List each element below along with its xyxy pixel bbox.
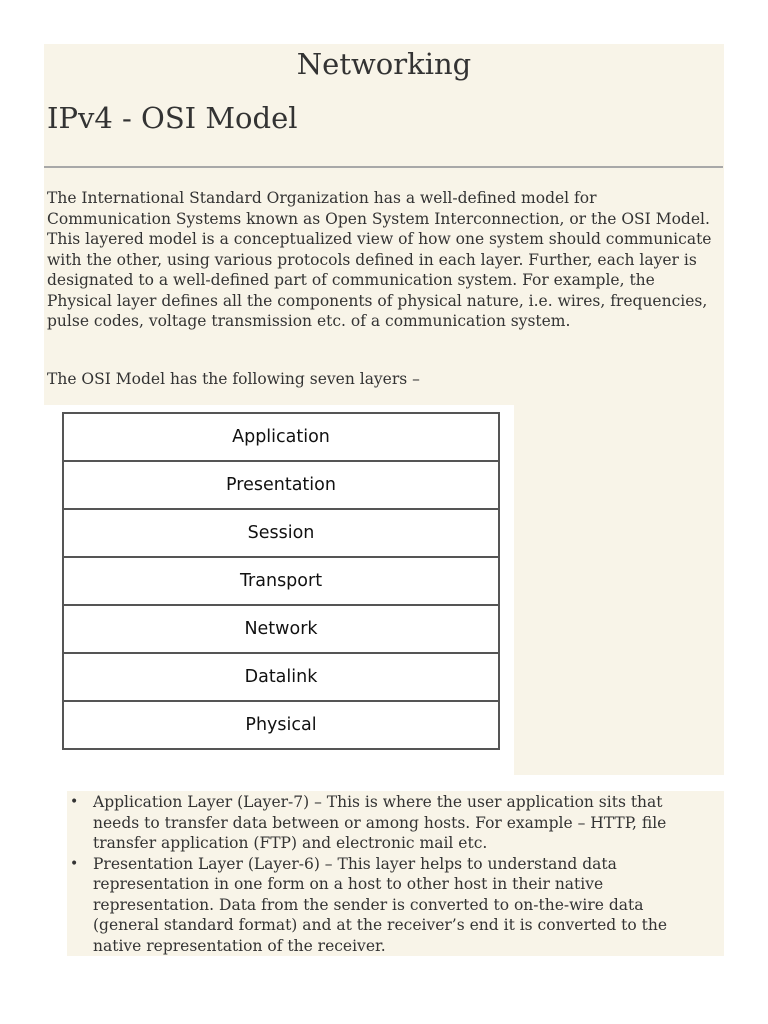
osi-layer-application: Application <box>63 413 499 461</box>
intro-paragraph: The International Standard Organization has a well-defined model for Communication Systems known as Open System Interconnection, or the OSI Model. This layered model is a conceptualized view of how one system should communicate with the other, using various protocols defined in each layer. Further, each layer is designated to a well-defined part of communication system. For example, the Physical layer defines all the components of physical nature, i.e. wires, frequencies, pulse codes, voltage transmission etc. of a communication system. <box>47 189 712 330</box>
title-divider <box>44 166 723 168</box>
osi-model-figure <box>44 405 514 775</box>
osi-layer-row <box>63 413 499 461</box>
osi-layer-table <box>62 412 500 750</box>
page-title: IPv4 - OSI Model <box>47 101 298 135</box>
osi-layer-row <box>63 653 499 701</box>
osi-layer-session: Session <box>63 509 499 557</box>
layers-lead-text: The OSI Model has the following seven layers – <box>47 370 420 388</box>
osi-layer-network: Network <box>63 605 499 653</box>
osi-layer-transport: Transport <box>63 557 499 605</box>
osi-layer-row <box>63 461 499 509</box>
layer-description-list <box>67 792 712 956</box>
osi-layer-row <box>63 701 499 749</box>
site-title: Networking <box>296 47 472 81</box>
osi-layer-row <box>63 509 499 557</box>
list-item-application-layer: • Application Layer (Layer-7) – This is where the user application sits that needs to transfer data between or among hosts. For example – HTTP, file transfer application (FTP) and electronic mail etc. <box>67 792 712 854</box>
osi-layer-row <box>63 557 499 605</box>
list-item-presentation-layer: • Presentation Layer (Layer-6) – This layer helps to understand data representation in one form on a host to other host in their native representation. Data from the sender is converted to on-the-wire data (general standard format) and at the receiver’s end it is converted to the native representation of the receiver. <box>67 854 712 957</box>
osi-layer-row <box>63 605 499 653</box>
osi-layer-datalink: Datalink <box>63 653 499 701</box>
osi-layer-physical: Physical <box>63 701 499 749</box>
osi-layer-presentation: Presentation <box>63 461 499 509</box>
